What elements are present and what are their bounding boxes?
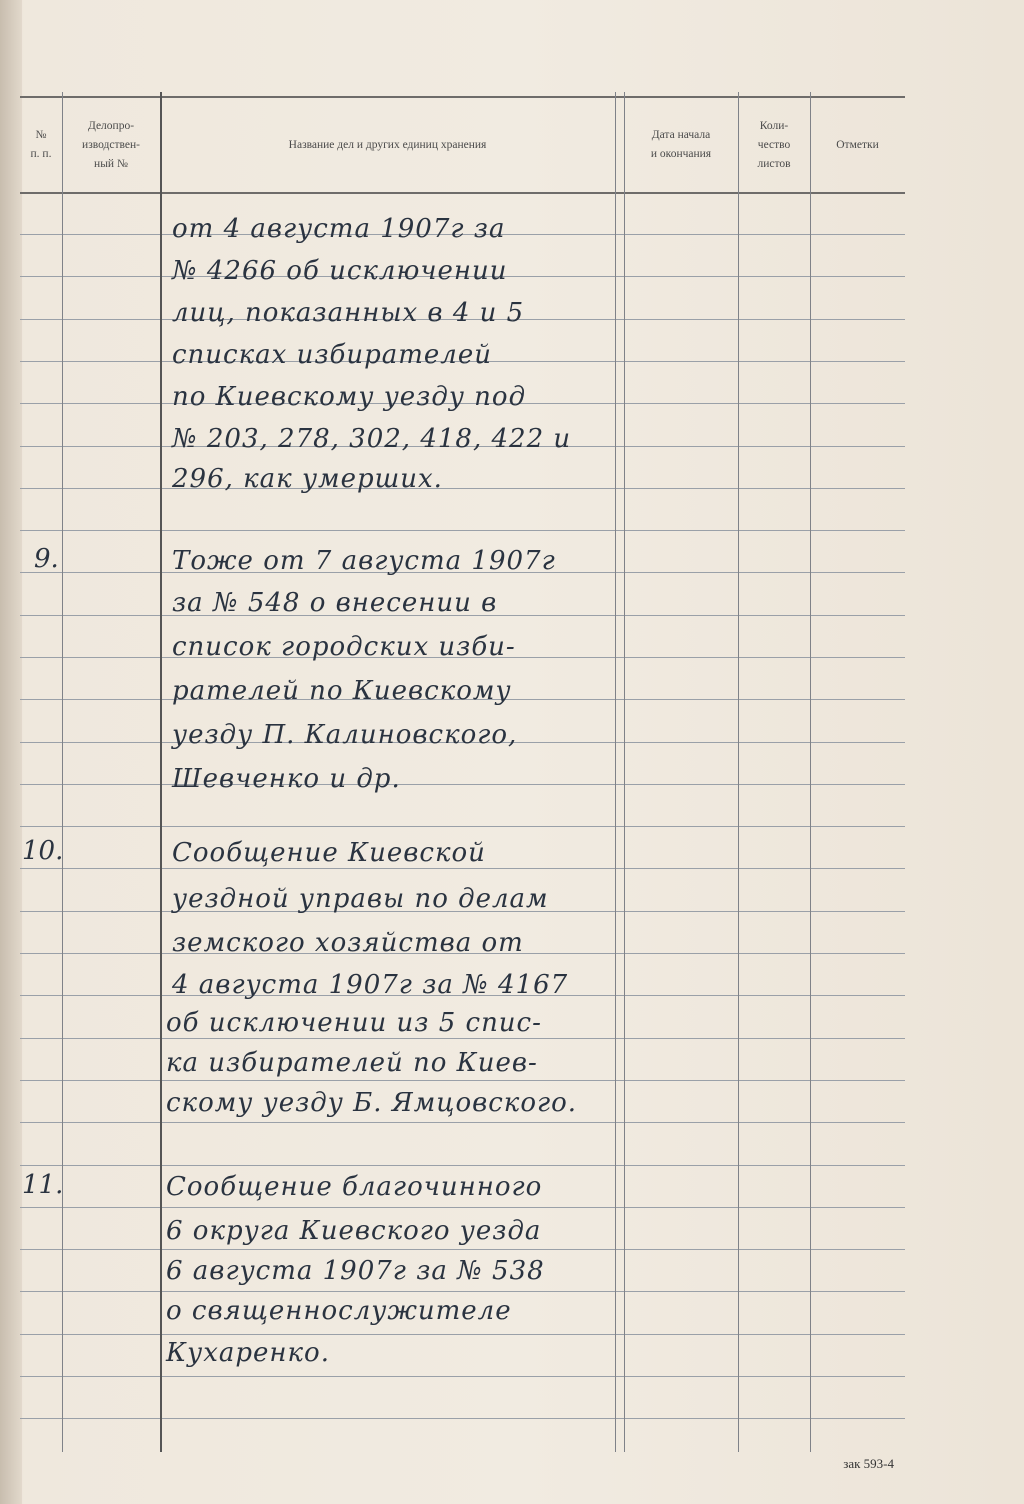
ruled-line <box>20 826 905 827</box>
ruled-line <box>20 1122 905 1123</box>
header-sheets: Коли- чество листов <box>757 119 791 170</box>
entry-line: 6 округа Киевского уезда <box>166 1216 542 1246</box>
entry-line: от 4 августа 1907г за <box>172 214 506 244</box>
entry-line: скому уезду Б. Ямцовского. <box>166 1088 578 1118</box>
column-divider <box>624 92 625 1452</box>
entry-line: об исключении из 5 спис- <box>166 1008 542 1038</box>
entry-line: по Киевскому уезду под <box>172 382 527 412</box>
column-divider <box>615 92 616 1452</box>
entry-line: уездной управы по делам <box>172 884 549 914</box>
entry-line: Тоже от 7 августа 1907г <box>172 546 556 576</box>
entry-line: Сообщение благочинного <box>166 1172 543 1202</box>
entry-line: рателей по Киевскому <box>172 676 512 706</box>
ruled-line <box>20 1334 905 1335</box>
entry-line: ка избирателей по Киев- <box>166 1048 538 1078</box>
header-dates: Дата начала и окончания <box>650 129 712 160</box>
entry-line: № 4266 об исключении <box>172 256 508 286</box>
entry-number: 11. <box>22 1170 64 1200</box>
ruled-line <box>20 1080 905 1081</box>
entry-line: Шевченко и др. <box>172 764 401 794</box>
ruled-line <box>20 530 905 531</box>
entry-line: за № 548 о внесении в <box>172 588 498 618</box>
ruled-line <box>20 868 905 869</box>
entry-number: 10. <box>22 836 64 866</box>
header-title: Название дел и других единиц хранения <box>288 138 487 151</box>
column-divider <box>62 92 63 1452</box>
entry-line: 4 августа 1907г за № 4167 <box>172 970 569 1000</box>
header-number: № п. п. <box>30 129 52 160</box>
ruled-line <box>20 1418 905 1419</box>
column-divider <box>810 92 811 1452</box>
column-divider <box>160 92 162 1452</box>
ruled-line <box>20 1376 905 1377</box>
entry-number: 9. <box>34 544 59 574</box>
entry-line: список городских изби- <box>172 632 516 662</box>
entry-line: 6 августа 1907г за № 538 <box>166 1256 545 1286</box>
entry-line: № 203, 278, 302, 418, 422 и <box>172 424 572 454</box>
entry-line: уезду П. Калиновского, <box>172 720 518 750</box>
entry-line: о священнослужителе <box>166 1296 512 1326</box>
ruled-line <box>20 1038 905 1039</box>
entry-line: Сообщение Киевской <box>172 838 486 868</box>
ruled-line <box>20 1291 905 1292</box>
ruled-line <box>20 1207 905 1208</box>
entry-line: Кухаренко. <box>166 1338 330 1368</box>
table-top-border <box>20 96 905 98</box>
ruled-line <box>20 784 905 785</box>
binding-edge <box>0 0 22 1504</box>
entry-line: списках избирателей <box>172 340 492 370</box>
ruled-line <box>20 1165 905 1166</box>
header-notes: Отметки <box>836 138 879 151</box>
ruled-line <box>20 488 905 489</box>
ruled-line <box>20 1249 905 1250</box>
entry-line: лиц, показанных в 4 и 5 <box>172 298 525 328</box>
entry-line: 296, как умерших. <box>172 464 443 494</box>
header-office-number: Делопро- изводствен- ный № <box>82 119 140 170</box>
column-divider <box>738 92 739 1452</box>
header-bottom-border <box>20 192 905 194</box>
entry-line: земского хозяйства от <box>172 928 524 958</box>
print-order-number: зак 593-4 <box>843 1456 894 1471</box>
